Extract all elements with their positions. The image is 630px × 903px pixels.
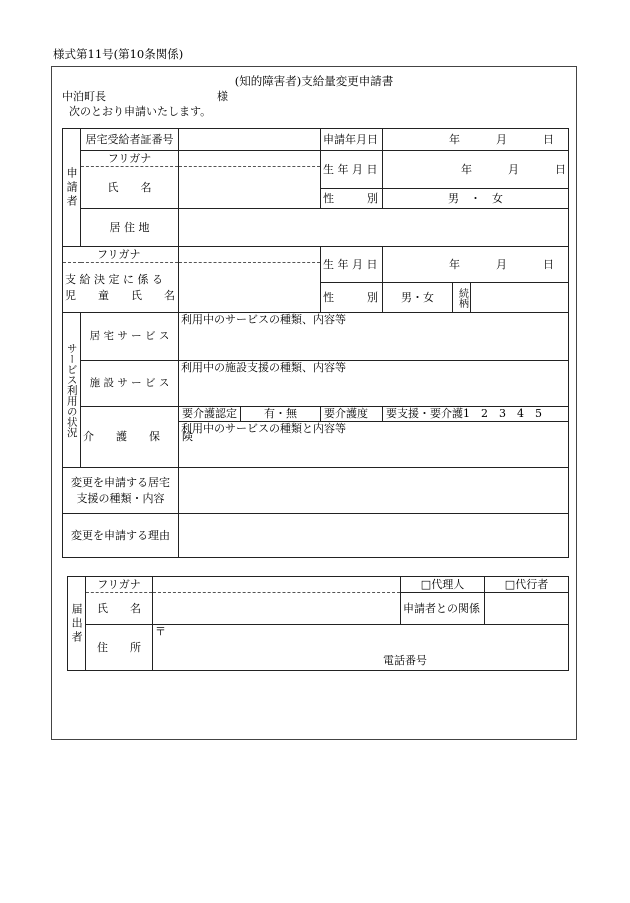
applicant-furigana-label: フリガナ — [81, 151, 179, 167]
postal-mark: 〒 — [155, 625, 166, 638]
applicant-gender-label: 性 別 — [321, 189, 383, 209]
care-level-label: 要介護度 — [321, 407, 383, 420]
applicant-birth-input[interactable] — [383, 151, 569, 189]
year-label: 年 — [449, 257, 460, 271]
notifier-name-input[interactable] — [153, 593, 401, 625]
child-relation-label: 続柄 — [453, 283, 471, 313]
application-form-table — [62, 128, 569, 558]
applicant-name-label: 氏 名 — [81, 167, 179, 209]
month-label: 月 — [508, 162, 519, 176]
day-label: 日 — [543, 132, 554, 146]
notifier-address-label: 住 所 — [86, 625, 153, 671]
home-service-label: 居 宅 サ ー ビ ス — [81, 313, 179, 361]
service-section-label: サービス利用の状況 — [63, 313, 81, 468]
change-reason-input[interactable] — [179, 514, 569, 558]
facility-service-label: 施 設 サ ー ビ ス — [81, 361, 179, 407]
form-number: 様式第11号(第10条関係) — [53, 47, 184, 61]
applicant-gender-select[interactable]: 男 ・ 女 — [383, 189, 569, 209]
child-name-label-line1: 支 給 決 定 に 係 る — [65, 273, 163, 287]
care-insurance-label: 介 護 保 険 — [81, 407, 179, 468]
care-cert-label: 要介護認定 — [179, 407, 241, 420]
applicant-name-input[interactable] — [179, 167, 321, 209]
child-relation-input[interactable] — [471, 283, 569, 313]
child-furigana-input[interactable] — [179, 247, 321, 263]
month-label: 月 — [496, 257, 507, 271]
proxy-checkbox[interactable]: □代理人 — [401, 577, 485, 593]
change-type-label-line1: 変更を申請する居宅 — [71, 476, 170, 490]
notifier-relation-input[interactable] — [485, 593, 569, 625]
application-date-input[interactable] — [383, 129, 569, 151]
child-birth-label: 生 年 月 日 — [321, 247, 383, 283]
notifier-furigana-label: フリガナ — [86, 577, 153, 593]
applicant-birth-label: 生 年 月 日 — [321, 151, 383, 189]
child-name-label-line2: 児 童 氏 名 — [65, 288, 175, 302]
notifier-section-label: 届出者 — [68, 577, 86, 671]
agent-checkbox[interactable]: □代行者 — [485, 577, 569, 593]
applicant-furigana-input[interactable] — [179, 151, 321, 167]
cert-number-input[interactable] — [179, 129, 321, 151]
facility-service-input[interactable]: 利用中の施設支援の種類、内容等 — [179, 361, 569, 407]
intro-text: 次のとおり申請いたします。 — [69, 105, 212, 118]
notifier-relation-label: 申請者との関係 — [401, 593, 485, 625]
child-gender-label: 性 別 — [321, 283, 383, 313]
child-furigana-label: フリガナ — [63, 247, 179, 263]
care-insurance-row — [179, 407, 569, 422]
form-title: (知的障害者)支給量変更申請書 — [234, 74, 394, 88]
change-type-input[interactable] — [179, 468, 569, 514]
addressee: 中泊町長 — [62, 90, 106, 103]
notifier-furigana-input[interactable] — [153, 577, 401, 593]
applicant-section-label: 申請者 — [63, 129, 81, 247]
cert-number-label: 居宅受給者証番号 — [81, 129, 179, 151]
child-name-input[interactable] — [179, 263, 321, 313]
notifier-address-input[interactable] — [153, 625, 569, 671]
care-cert-select[interactable]: 有・無 — [241, 407, 321, 420]
home-service-input[interactable]: 利用中のサービスの種類、内容等 — [179, 313, 569, 361]
application-date-label: 申請年月日 — [321, 129, 383, 151]
change-reason-label: 変更を申請する理由 — [63, 514, 179, 558]
day-label: 日 — [543, 257, 554, 271]
notifier-name-label: 氏 名 — [86, 593, 153, 625]
year-label: 年 — [449, 132, 460, 146]
child-name-label — [63, 263, 179, 313]
care-service-input[interactable]: 利用中のサービスの種類と内容等 — [179, 422, 569, 468]
year-label: 年 — [461, 162, 472, 176]
change-type-label — [63, 468, 179, 514]
notifier-table — [67, 576, 569, 671]
applicant-address-input[interactable] — [179, 209, 569, 247]
care-level-select[interactable]: 要支援・要介護1 2 3 4 5 — [386, 407, 542, 421]
day-label: 日 — [555, 162, 566, 176]
applicant-address-label: 居 住 地 — [81, 209, 179, 247]
child-gender-select[interactable]: 男・女 — [383, 283, 453, 313]
month-label: 月 — [496, 132, 507, 146]
phone-label: 電話番号 — [383, 654, 427, 667]
child-birth-input[interactable] — [383, 247, 569, 283]
change-type-label-line2: 支援の種類・内容 — [76, 491, 165, 505]
honorific: 様 — [217, 90, 228, 103]
